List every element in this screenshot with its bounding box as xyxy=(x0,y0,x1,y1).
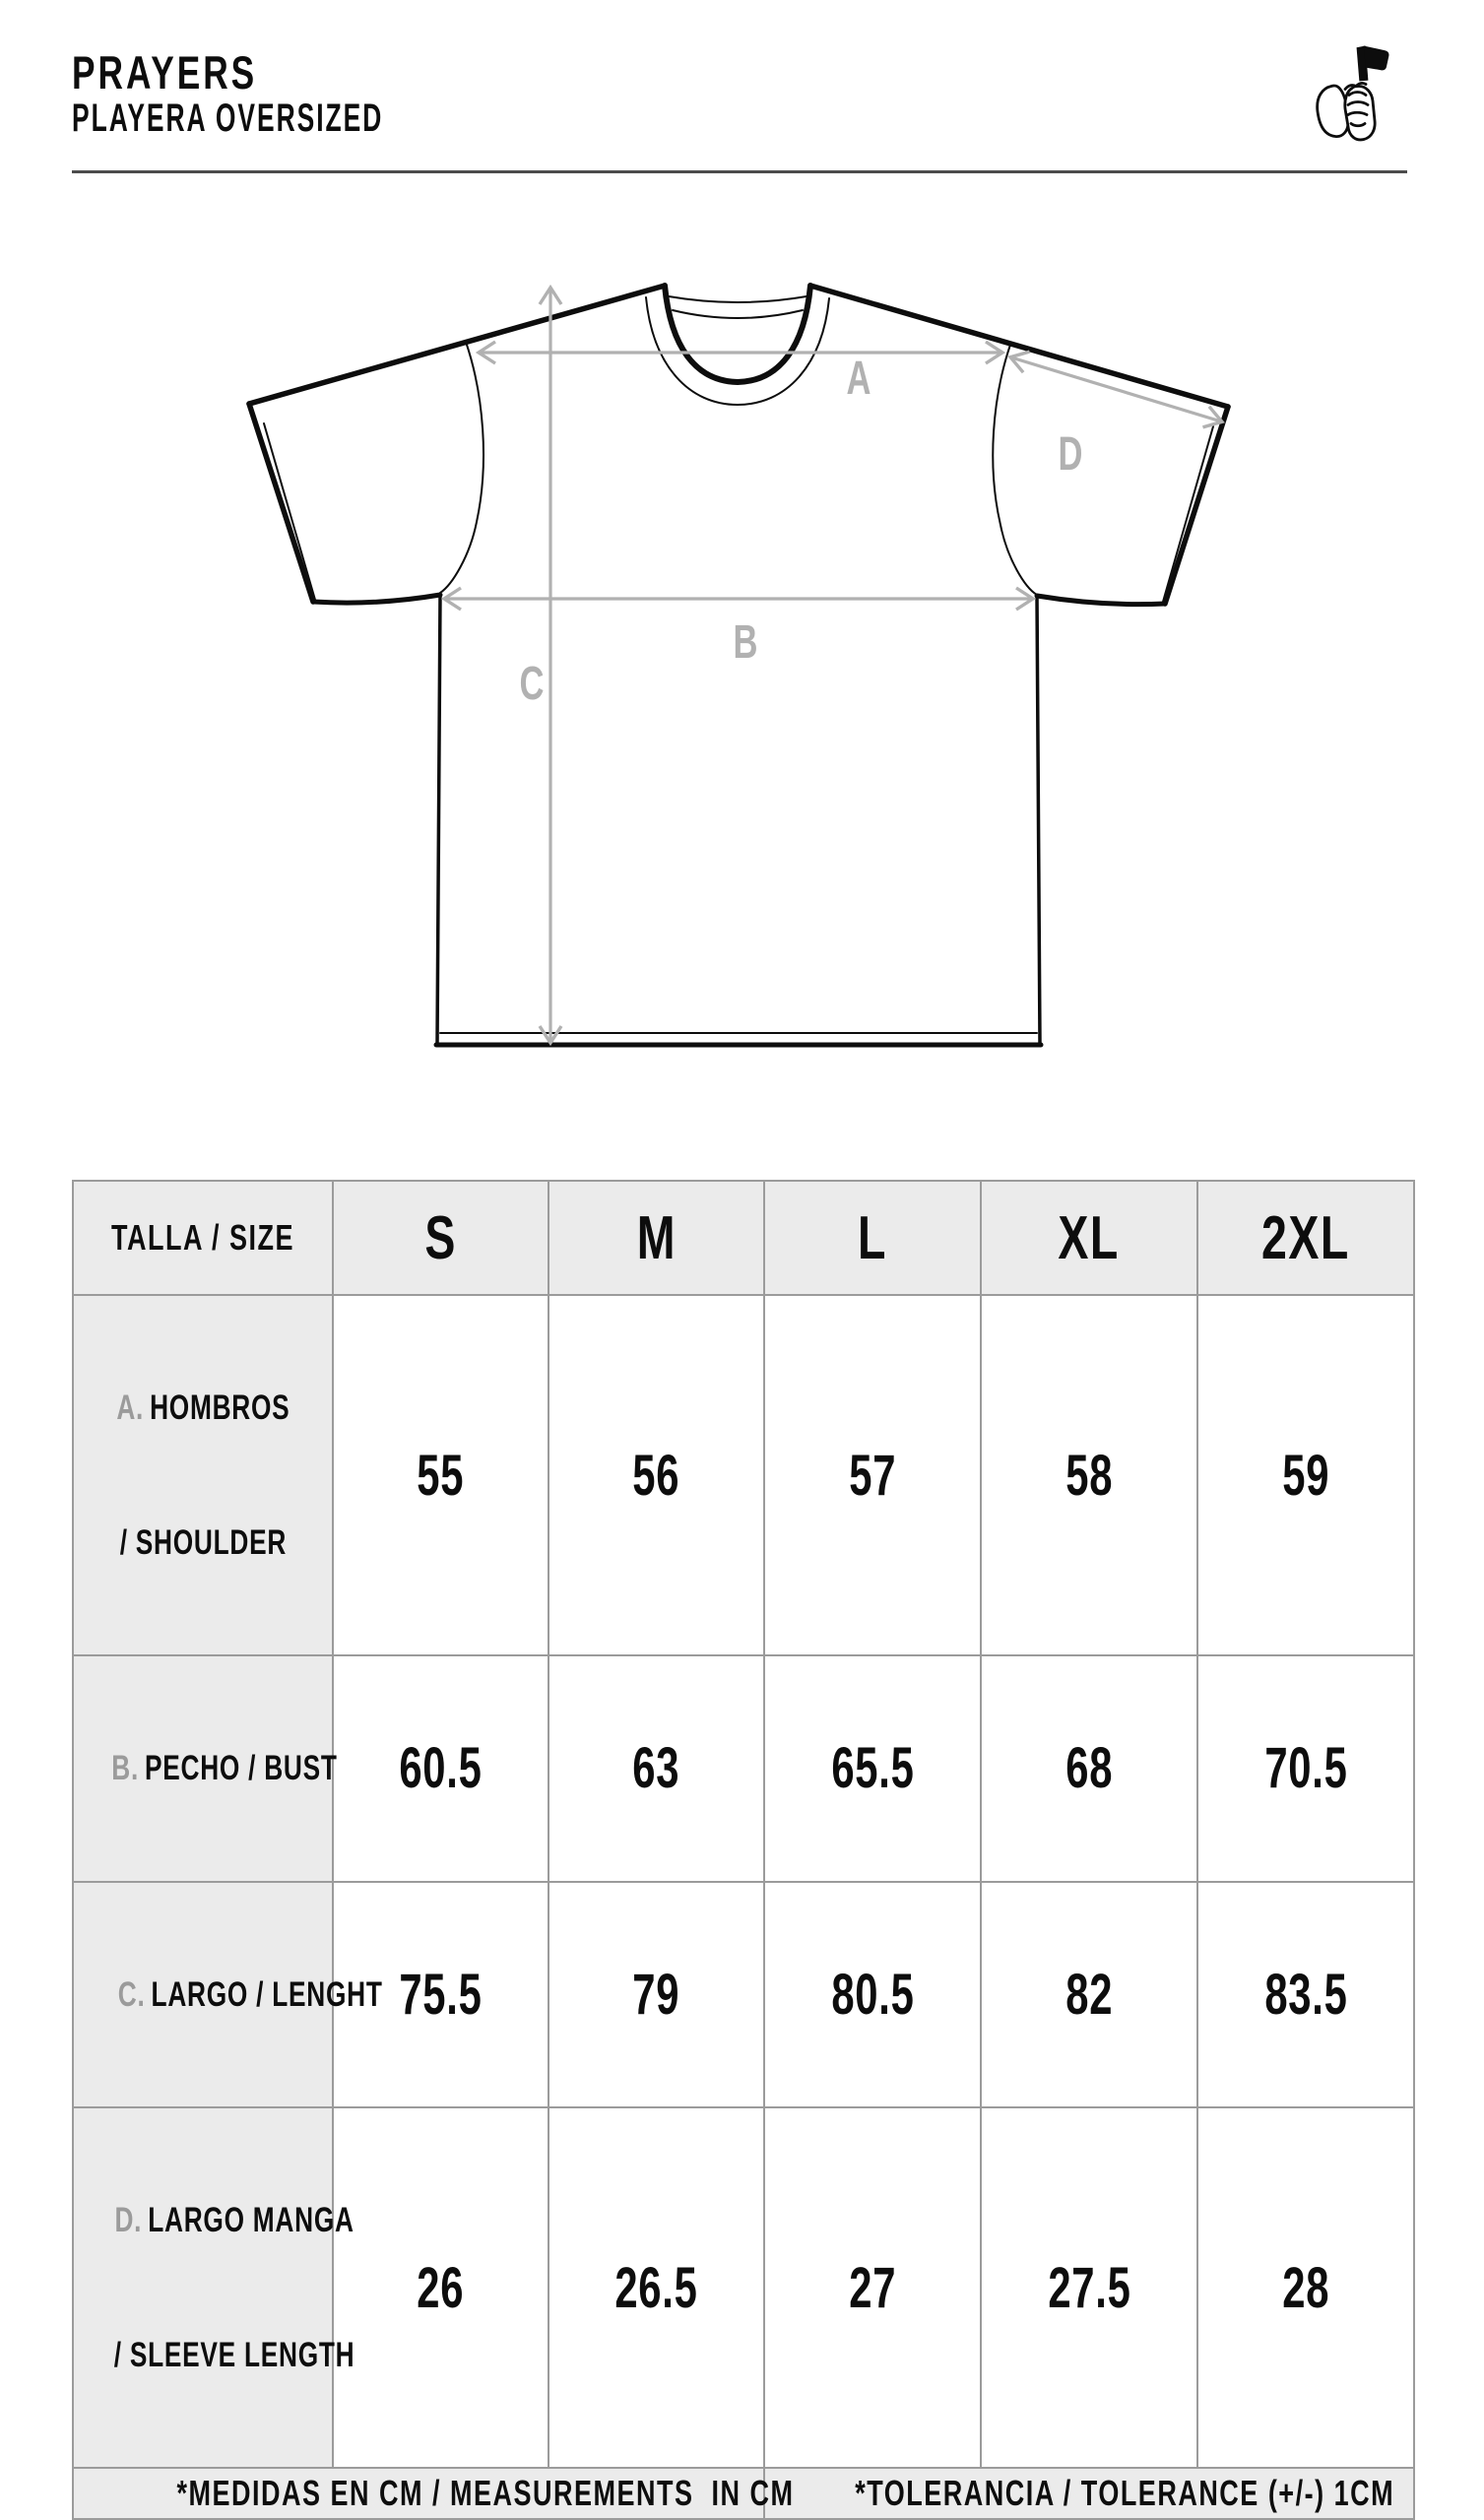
footnote-units: *MEDIDAS EN CM / MEASUREMENTS IN CM xyxy=(73,2468,764,2519)
value-cell: 70.5 xyxy=(1197,1655,1414,1882)
value-cell: 27 xyxy=(764,2107,981,2468)
row-letter: D. xyxy=(114,2201,143,2239)
row-sleeve-length xyxy=(73,2107,1414,2468)
size-col-header-m: M xyxy=(548,1181,764,1295)
size-table-header-row xyxy=(73,1181,1414,1295)
value-cell: 26 xyxy=(333,2107,548,2468)
header-divider xyxy=(72,170,1407,173)
value-cell: 55 xyxy=(333,1295,548,1655)
value-cell: 59 xyxy=(1197,1295,1414,1655)
value-cell: 80.5 xyxy=(764,1882,981,2108)
product-subtitle xyxy=(72,98,544,138)
value-cell: 26.5 xyxy=(548,2107,764,2468)
row-bust xyxy=(73,1655,1414,1882)
measure-label-a: A xyxy=(846,351,871,405)
tshirt-diagram xyxy=(148,212,1329,1103)
left-sleeve-edge xyxy=(249,404,313,602)
row-label-bust: B. PECHO / BUST xyxy=(73,1655,333,1882)
footnote-tolerance: *TOLERANCIA / TOLERANCE (+/-) 1CM xyxy=(764,2468,1414,2519)
value-cell: 79 xyxy=(548,1882,764,2108)
value-cell: 63 xyxy=(548,1655,764,1882)
table-footnotes-row xyxy=(73,2468,1414,2519)
brand-logo xyxy=(1290,32,1418,149)
tshirt-sketch xyxy=(148,212,1329,1103)
value-cell: 82 xyxy=(981,1882,1197,2108)
left-cuff xyxy=(313,595,440,603)
row-letter: B. xyxy=(111,1749,139,1787)
product-name: PLAYERA OVERSIZED xyxy=(72,97,384,140)
value-cell: 68 xyxy=(981,1655,1197,1882)
value-cell: 56 xyxy=(548,1295,764,1655)
right-armhole-seam xyxy=(993,345,1037,595)
value-cell: 58 xyxy=(981,1295,1197,1655)
left-armhole-seam xyxy=(440,342,484,593)
row-letter: A. xyxy=(115,1389,144,1427)
value-cell: 83.5 xyxy=(1197,1882,1414,2108)
size-col-header-xl: XL xyxy=(981,1181,1197,1295)
value-cell: 57 xyxy=(764,1295,981,1655)
measure-label-b: B xyxy=(733,614,758,669)
row-shoulder xyxy=(73,1295,1414,1655)
size-table xyxy=(72,1180,1415,2520)
right-cuff xyxy=(1037,596,1165,605)
right-body-edge xyxy=(1037,596,1040,1044)
value-cell: 65.5 xyxy=(764,1655,981,1882)
size-col-header-s: S xyxy=(333,1181,548,1295)
value-cell: 27.5 xyxy=(981,2107,1197,2468)
row-label-sleeve-length: D. LARGO MANGA / SLEEVE LENGTH xyxy=(73,2107,333,2468)
brand-name: PRAYERS xyxy=(72,46,258,98)
measure-label-d: D xyxy=(1058,426,1083,481)
measure-arrow-d xyxy=(1011,357,1221,421)
left-body-edge xyxy=(437,595,440,1044)
row-label-length: C. LARGO / LENGHT xyxy=(73,1882,333,2108)
fist-p-flag-icon xyxy=(1290,32,1418,149)
corner-header-cell xyxy=(73,1181,333,1295)
value-cell: 28 xyxy=(1197,2107,1414,2468)
value-cell: 75.5 xyxy=(333,1882,548,2108)
right-sleeve-edge xyxy=(1165,407,1228,604)
corner-header-label: TALLA / SIZE xyxy=(110,1217,294,1258)
row-label-shoulder: A. HOMBROS / SHOULDER xyxy=(73,1295,333,1655)
page-title xyxy=(72,46,319,98)
row-letter: C. xyxy=(117,1974,146,2014)
measure-label-c: C xyxy=(519,656,545,710)
row-length xyxy=(73,1882,1414,2108)
value-cell: 60.5 xyxy=(333,1655,548,1882)
size-col-header-l: L xyxy=(764,1181,981,1295)
size-col-header-2xl: 2XL xyxy=(1197,1181,1414,1295)
